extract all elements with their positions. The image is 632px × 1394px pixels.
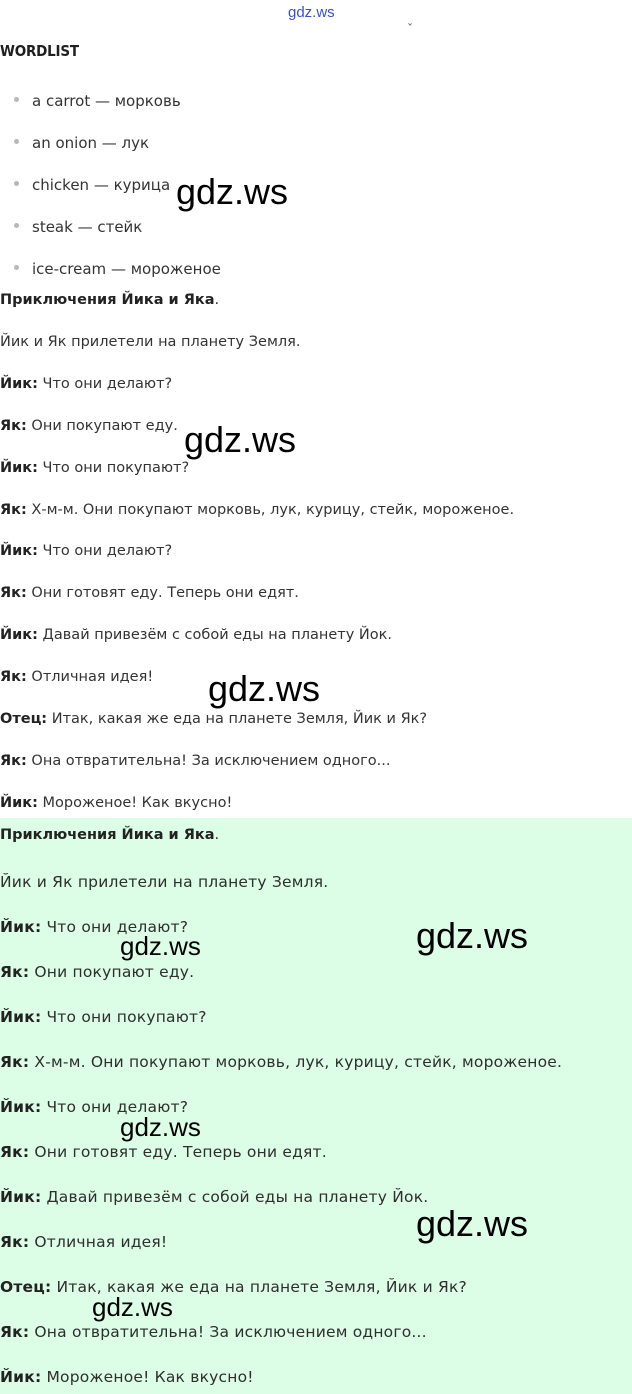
dialogue-line: Як: Отличная идея! [0, 1233, 168, 1251]
dialogue-line: Йик: Что они покупают? [0, 460, 190, 476]
dialogue-line: Йик: Что они делают? [0, 376, 173, 392]
watermark: gdz.ws [176, 171, 289, 212]
dialogue-line: Як: Х-м-м. Они покупают морковь, лук, курицу, стейк, мороженое. [0, 1053, 563, 1071]
dialogue-line: Як: Отличная идея! [0, 669, 154, 685]
dialogue-line: Як: Они готовят еду. Теперь они едят. [0, 585, 299, 601]
dialogue-line: Йик: Мороженое! Как вкусно! [0, 795, 233, 811]
dialogue-line: Йик: Что они делают? [0, 1098, 189, 1116]
watermark: gdz.ws [416, 915, 529, 956]
story-intro: Йик и Як прилетели на планету Земля. [0, 873, 329, 891]
dialogue-line: Йик: Что они делают? [0, 918, 189, 936]
bullet-icon [14, 265, 19, 270]
dialogue-line: Йик: Что они покупают? [0, 1008, 207, 1026]
dialogue-line: Йик: Давай привезём с собой еды на планету Йок. [0, 627, 392, 643]
dialogue-line: Як: Они покупают еду. [0, 418, 178, 434]
list-item: a carrot — морковь [14, 92, 181, 110]
dialogue-line: Отец: Итак, какая же еда на планете Земля, Йик и Як? [0, 1278, 467, 1296]
dialogue-line: Як: Они покупают еду. [0, 963, 195, 981]
dialogue-line: Йик: Мороженое! Как вкусно! [0, 1368, 254, 1386]
list-item: steak — стейк [14, 218, 142, 236]
dialogue-line: Йик: Давай привезём с собой еды на планету Йок. [0, 1188, 429, 1206]
story-title: Приключения Йика и Яка. [0, 292, 220, 308]
bullet-icon [14, 97, 19, 102]
dialogue-line: Як: Х-м-м. Они покупают морковь, лук, курицу, стейк, мороженое. [0, 502, 515, 518]
watermark: gdz.ws [416, 1203, 529, 1244]
list-item: an onion — лук [14, 134, 149, 152]
watermark: gdz.ws [92, 1292, 173, 1322]
chevron-down-icon: ˇ [407, 22, 413, 36]
list-item: ice-cream — мороженое [14, 260, 221, 278]
bullet-icon [14, 139, 19, 144]
watermark: gdz.ws [120, 931, 201, 961]
wordlist-heading: WORDLIST [0, 42, 79, 60]
dialogue-line: Як: Она отвратительна! За исключением одного... [0, 753, 391, 769]
watermark: gdz.ws [120, 1112, 201, 1142]
dialogue-line: Як: Она отвратительна! За исключением одного... [0, 1323, 427, 1341]
story-intro: Йик и Як прилетели на планету Земля. [0, 334, 301, 350]
top-watermark: gdz.ws [288, 4, 335, 21]
watermark: gdz.ws [208, 668, 321, 709]
watermark: gdz.ws [184, 419, 297, 460]
dialogue-line: Як: Они готовят еду. Теперь они едят. [0, 1143, 327, 1161]
story-title: Приключения Йика и Яка. [0, 827, 220, 843]
bullet-icon [14, 223, 19, 228]
dialogue-line: Отец: Итак, какая же еда на планете Земля, Йик и Як? [0, 711, 428, 727]
list-item: chicken — курица [14, 176, 170, 194]
bullet-icon [14, 181, 19, 186]
dialogue-line: Йик: Что они делают? [0, 543, 173, 559]
